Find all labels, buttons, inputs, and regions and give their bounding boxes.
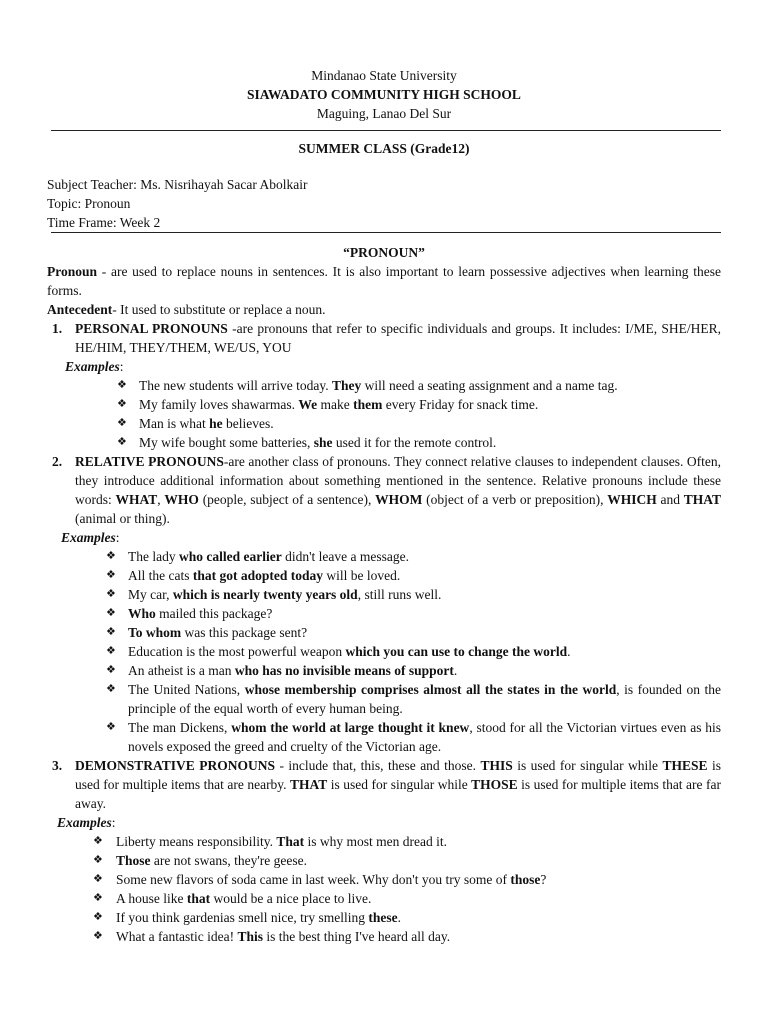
text-run: will be loved. (323, 568, 401, 583)
document-page (47, 66, 721, 946)
text-run: ? (540, 872, 547, 887)
emphasized-text: THAT (290, 777, 328, 792)
pronoun-term: Pronoun (47, 264, 98, 279)
emphasized-text: that (186, 891, 211, 906)
text-run: Education is the most powerful weapon (128, 644, 346, 659)
examples-list (47, 832, 721, 946)
example-item (47, 566, 721, 585)
text-run: , is founded on the principle of the equal worth of every human being. (128, 682, 721, 716)
text-run: (people, subject of a sentence), (198, 492, 376, 507)
example-item (47, 395, 721, 414)
emphasized-text: We (298, 397, 318, 412)
text-run: Man is what (139, 416, 210, 431)
pronoun-definition (47, 262, 721, 300)
text-run: , (157, 492, 165, 507)
emphasized-text: which you can use to change the world (345, 644, 568, 659)
emphasized-text: WHO (164, 492, 199, 507)
class-title: SUMMER CLASS (Grade12) (298, 141, 470, 156)
section-number: 1. (52, 321, 63, 336)
text-run: is used for multiple items that are far away. (75, 777, 721, 811)
school-name: SIAWADATO COMMUNITY HIGH SCHOOL (247, 87, 521, 102)
example-item (47, 547, 721, 566)
examples-list (47, 547, 721, 756)
antecedent-def-text: - It used to substitute or replace a noun. (112, 302, 326, 317)
example-item (47, 680, 721, 718)
text-run: - include that, this, these and those. (274, 758, 481, 773)
examples-label: Examples: (65, 359, 124, 374)
text-run: didn't leave a message. (281, 549, 409, 564)
text-run: are not swans, they're geese. (150, 853, 308, 868)
text-run: is the best thing I've heard all day. (262, 929, 451, 944)
text-run: My car, (128, 587, 173, 602)
section-demonstrative-pronouns (47, 756, 721, 813)
text-run: An atheist is a man (128, 663, 235, 678)
text-run: (object of a verb or preposition), (422, 492, 608, 507)
subject-teacher: Subject Teacher: Ms. Nisrihayah Sacar Abolkair (47, 177, 308, 192)
document-title: “PRONOUN” (343, 245, 425, 260)
text-run: What a fantastic idea! (116, 929, 238, 944)
section-number: 2. (52, 454, 63, 469)
text-run: is used for singular while (512, 758, 663, 773)
example-item (47, 414, 721, 433)
text-run: A house like (116, 891, 187, 906)
emphasized-text: THAT (683, 492, 722, 507)
text-run: The new students will arrive today. (139, 378, 332, 393)
time-frame: Time Frame: Week 2 (47, 215, 161, 230)
text-run: believes. (222, 416, 274, 431)
text-run: is why most men dread it. (304, 834, 447, 849)
text-run: Liberty means responsibility. (116, 834, 277, 849)
emphasized-text: whom the world at large thought it knew (231, 720, 470, 735)
examples-list (47, 376, 721, 452)
emphasized-text: who called earlier (178, 549, 282, 564)
emphasized-text: whose membership comprises almost all the states in the world (244, 682, 617, 697)
example-item (47, 585, 721, 604)
topic-line: Topic: Pronoun (47, 196, 131, 211)
text-run: is used for multiple items that are nearby. (75, 758, 721, 792)
text-run: The United Nations, (128, 682, 245, 697)
examples-label: Examples: (57, 815, 116, 830)
example-item (47, 908, 721, 927)
emphasized-text: To whom (128, 625, 182, 640)
text-run: My wife bought some batteries, (139, 435, 314, 450)
emphasized-text: he (209, 416, 223, 431)
university-name: Mindanao State University (311, 68, 457, 83)
emphasized-text: THESE (662, 758, 708, 773)
emphasized-text: that got adopted today (192, 568, 323, 583)
examples-label: Examples: (61, 530, 120, 545)
text-run: every Friday for snack time. (382, 397, 539, 412)
section-personal-pronouns (47, 319, 721, 357)
header-divider (51, 130, 721, 131)
section-number: 3. (52, 758, 63, 773)
example-item (47, 927, 721, 946)
text-run: If you think gardenias smell nice, try smelling (116, 910, 369, 925)
emphasized-text: This (237, 929, 263, 944)
text-run: , stood for all the Victorian virtues even as his novels exposed the greed and cruelty of the Victorian age. (128, 720, 721, 754)
text-run: . (567, 644, 571, 659)
emphasized-text: who has no invisible means of support (234, 663, 454, 678)
antecedent-definition (47, 300, 721, 319)
emphasized-text: these (368, 910, 398, 925)
text-run: would be a nice place to live. (210, 891, 372, 906)
emphasized-text: WHICH (607, 492, 657, 507)
section-title: RELATIVE PRONOUNS (75, 454, 224, 469)
school-location: Maguing, Lanao Del Sur (316, 106, 452, 121)
emphasized-text: WHAT (115, 492, 158, 507)
text-run: and (656, 492, 684, 507)
text-run: -are another class of pronouns. They connect relative clauses to independent clauses. Often, they introduce additional information about something mentioned in the sentence. Relative pronouns include these words: (75, 454, 721, 507)
text-run: The man Dickens, (128, 720, 232, 735)
emphasized-text: she (313, 435, 333, 450)
section-title: DEMONSTRATIVE PRONOUNS (75, 758, 275, 773)
text-run: was this package sent? (181, 625, 308, 640)
example-item (47, 718, 721, 756)
text-run: . (453, 663, 458, 678)
emphasized-text: Those (116, 853, 151, 868)
emphasized-text: That (276, 834, 305, 849)
text-run: Some new flavors of soda came in last week. Why don't you try some of (116, 872, 511, 887)
example-item (47, 889, 721, 908)
emphasized-text: THOSE (471, 777, 518, 792)
example-item (47, 832, 721, 851)
section-text: -are pronouns that refer to specific individuals and groups. It includes: I/ME, SHE/HER, HE/HIM, THEY/THEM, WE/US, YOU (75, 321, 721, 355)
text-run: will need a seating assignment and a name tag. (361, 378, 618, 393)
section-title: PERSONAL PRONOUNS (75, 321, 228, 336)
text-run: mailed this package? (155, 606, 273, 621)
emphasized-text: They (331, 378, 362, 393)
text-run: . (397, 910, 401, 925)
emphasized-text: WHOM (375, 492, 423, 507)
emphasized-text: those (510, 872, 541, 887)
section-relative-pronouns (47, 452, 721, 528)
meta-divider (51, 232, 721, 233)
example-item (47, 851, 721, 870)
example-item (47, 661, 721, 680)
emphasized-text: which is nearly twenty years old (172, 587, 358, 602)
text-run: , still runs well. (357, 587, 442, 602)
pronoun-def-text: - are used to replace nouns in sentences. It is also important to learn possessive adjectives when learning these forms. (47, 264, 721, 298)
text-run: (animal or thing). (75, 511, 170, 526)
example-item (47, 604, 721, 623)
text-run: is used for singular while (327, 777, 472, 792)
antecedent-term: Antecedent (47, 302, 113, 317)
example-item (47, 870, 721, 889)
text-run: All the cats (128, 568, 193, 583)
example-item (47, 433, 721, 452)
example-item (47, 376, 721, 395)
emphasized-text: them (353, 397, 383, 412)
emphasized-text: THIS (480, 758, 513, 773)
text-run: My family loves shawarmas. (139, 397, 299, 412)
example-item (47, 642, 721, 661)
text-run: The lady (128, 549, 179, 564)
text-run: make (317, 397, 354, 412)
emphasized-text: Who (128, 606, 156, 621)
text-run: used it for the remote control. (332, 435, 497, 450)
example-item (47, 623, 721, 642)
